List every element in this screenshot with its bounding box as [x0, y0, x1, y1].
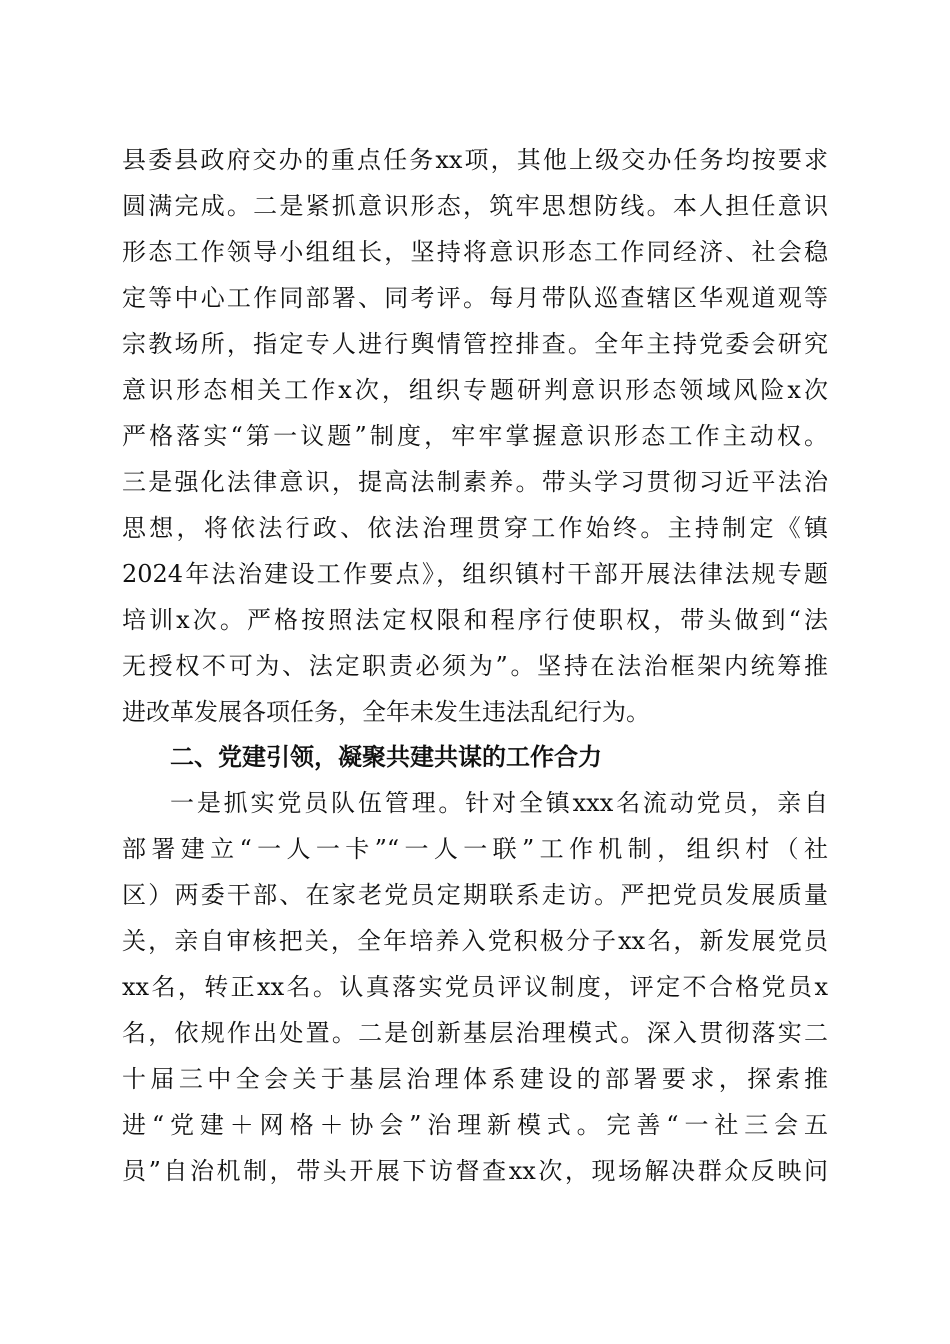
paragraph-2-line-7: 十届三中全会关于基层治理体系建设的部署要求，探索推	[122, 1065, 828, 1093]
section-heading: 二、党建引领，凝聚共建共谋的工作合力	[170, 743, 602, 771]
paragraph-1-line-5: 宗教场所，指定专人进行舆情管控排查。全年主持党委会研究	[122, 330, 828, 358]
paragraph-1-line-10: 2024年法治建设工作要点》，组织镇村干部开展法律法规专题	[122, 560, 828, 588]
paragraph-2-line-8: 进“党建＋网格＋协会”治理新模式。完善“一社三会五	[122, 1111, 828, 1139]
paragraph-2-line-3: 区）两委干部、在家老党员定期联系走访。严把党员发展质量	[122, 881, 828, 909]
paragraph-2-line-1: 一是抓实党员队伍管理。针对全镇xxx名流动党员，亲自	[170, 789, 828, 817]
paragraph-1-line-8: 三是强化法律意识，提高法制素养。带头学习贯彻习近平法治	[122, 468, 828, 496]
paragraph-1-line-3: 形态工作领导小组组长，坚持将意识形态工作同经济、社会稳	[122, 238, 828, 266]
paragraph-1-line-1: 县委县政府交办的重点任务xx项，其他上级交办任务均按要求	[122, 146, 828, 174]
paragraph-1-line-9: 思想，将依法行政、依法治理贯穿工作始终。主持制定《镇	[122, 514, 828, 542]
paragraph-2-line-9: 员”自治机制，带头开展下访督查xx次，现场解决群众反映问	[122, 1157, 828, 1185]
paragraph-2-line-2: 部署建立“一人一卡”“一人一联”工作机制，组织村（社	[122, 835, 828, 863]
paragraph-1-line-11: 培训x次。严格按照法定权限和程序行使职权，带头做到“法	[122, 606, 828, 634]
paragraph-2-line-4: 关，亲自审核把关，全年培养入党积极分子xx名，新发展党员	[122, 927, 828, 955]
paragraph-1-line-2: 圆满完成。二是紧抓意识形态，筑牢思想防线。本人担任意识	[122, 192, 828, 220]
paragraph-2-line-5: xx名，转正xx名。认真落实党员评议制度，评定不合格党员x	[122, 973, 828, 1001]
paragraph-1-line-13: 进改革发展各项任务，全年未发生违法乱纪行为。	[122, 698, 650, 726]
paragraph-1-line-7: 严格落实“第一议题”制度，牢牢掌握意识形态工作主动权。	[122, 422, 828, 450]
paragraph-1-line-12: 无授权不可为、法定职责必须为”。坚持在法治框架内统筹推	[122, 652, 828, 680]
paragraph-1-line-6: 意识形态相关工作x次，组织专题研判意识形态领域风险x次	[122, 376, 828, 404]
paragraph-1-line-4: 定等中心工作同部署、同考评。每月带队巡查辖区华观道观等	[122, 284, 828, 312]
paragraph-2-line-6: 名，依规作出处置。二是创新基层治理模式。深入贯彻落实二	[122, 1019, 828, 1047]
